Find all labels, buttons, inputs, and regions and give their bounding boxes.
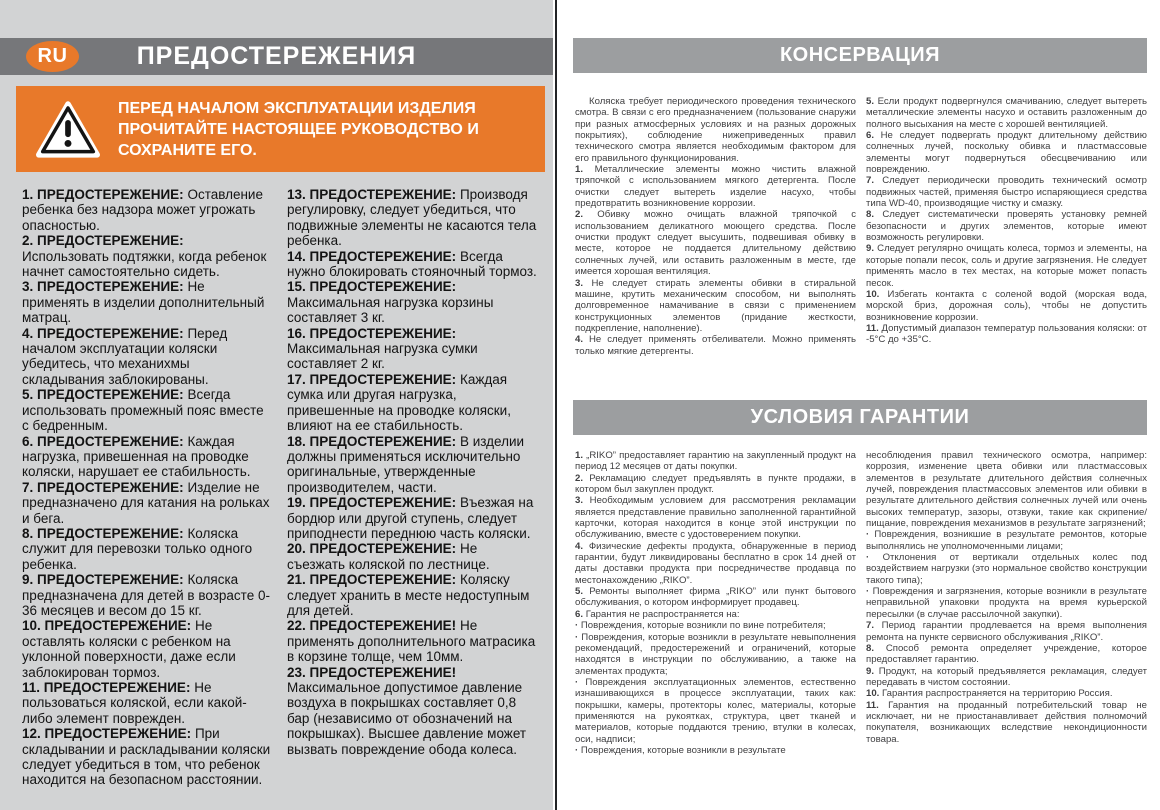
warranty-column-2 [866, 450, 1147, 804]
warning-item: 11. ПРЕДОСТЕРЕЖЕНИЕ: Не пользоваться коляской, если какой-либо элемент поврежден. [22, 680, 247, 726]
warning-item: 16. ПРЕДОСТЕРЕЖЕНИЕ: Максимальная нагрузка сумки составляет 2 кг. [287, 325, 478, 372]
warning-item: 21. ПРЕДОСТЕРЕЖЕНИЕ: Коляску следует хранить в месте недоступным для детей. [287, 572, 530, 618]
conservation-header-bar [573, 38, 1147, 73]
warning-item: 18. ПРЕДОСТЕРЕЖЕНИЕ: В изделии должны применяться исключительно оригинальные, утвержденные производителем, части. [287, 433, 525, 495]
warnings-column-1 [22, 187, 273, 803]
warranty-item: 8. Способ ремонта определяет учреждение, которое предоставляет гарантию. [866, 642, 1147, 666]
conservation-item: 8. Следует систематически проверять установку ремней безопасности и других элементов, которые имеют возможность регулировки. [866, 209, 1147, 244]
warning-item: 14. ПРЕДОСТЕРЕЖЕНИЕ: Всегда нужно блокировать стояночный тормоз. [287, 248, 537, 280]
warning-item: 7. ПРЕДОСТЕРЕЖЕНИЕ: Изделие не предназначено для катания на рольках и бега. [22, 479, 270, 526]
warranty-columns [575, 450, 1147, 804]
warranty-item: · Повреждения эксплуатационных элементов, естественно изнашивающихся в процессе эксплуатации, таких как: покрышки, камеры, протекторы колес, материалы, которые применяются на рукоятках, структура, цвет тканей и материалов, которые поддаются трению, втулки в колесах, оси, надписи; [575, 676, 856, 745]
warning-item: 19. ПРЕДОСТЕРЕЖЕНИЕ: Въезжая на бордюр или другой ступень, следует приподнести переднюю часть коляски. [287, 495, 534, 541]
warning-item: 8. ПРЕДОСТЕРЕЖЕНИЕ: Коляска служит для перевозки только одного ребенка. [22, 525, 253, 572]
warranty-item: 11. Гарантия на проданный потребительский товар не исключает, ни не приостанавливает действия полномочий покупателя, возникающих вследствие некондиционности товара. [866, 699, 1147, 745]
warning-item: 13. ПРЕДОСТЕРЕЖЕНИЕ: Производя регулировку, следует убедиться, что подвижные элементы не касаются тела ребенка. [287, 187, 537, 249]
warning-item: 15. ПРЕДОСТЕРЕЖЕНИЕ: Максимальная нагрузка корзины составляет 3 кг. [287, 279, 494, 326]
warranty-item: · Повреждения, которые возникли по вине потребителя; [575, 620, 826, 632]
warranty-title: УСЛОВИЯ ГАРАНТИИ [750, 406, 970, 428]
conservation-title: КОНСЕРВАЦИЯ [779, 44, 941, 66]
warranty-item: 3. Необходимым условием для рассмотрения рекламации является представление правильно заполненной гарантийной карточки, которая находится в конце этой инструкции по обслуживанию, вместе с удостоверением покупки. [575, 495, 856, 541]
notice-text: ПЕРЕД НАЧАЛОМ ЭКСПЛУАТАЦИИ ИЗДЕЛИЯ ПРОЧИТАЙТЕ НАСТОЯЩЕЕ РУКОВОДСТВО И СОХРАНИТЕ ЕГО. [118, 99, 479, 159]
warning-item: 4. ПРЕДОСТЕРЕЖЕНИЕ: Перед началом эксплуатации коляски убедитесь, что механихмы складывания заблокированы. [22, 325, 228, 387]
warning-item: 23. ПРЕДОСТЕРЕЖЕНИЕ! Максимальное допустимое давление воздуха в покрышках составляет 0,8 бар (независимо от обозначений на покрышках). Высшее давление может вызвать повреждение обода колеса. [287, 664, 527, 757]
warranty-item: 7. Период гарантии продлевается на время выполнения ремонта на пункте сервисного обслуживания „RIKO”. [866, 620, 1147, 643]
warning-item: 22. ПРЕДОСТЕРЕЖЕНИЕ! Не применять дополнительного матрасика в корзине толще, чем 10мм. [287, 618, 536, 665]
conservation-item: 4. Не следует применять отбеливатели. Можно применять только мягкие детергенты. [575, 334, 856, 357]
read-manual-notice [16, 86, 545, 172]
warranty-item: · Повреждения, возникшие в результате ремонтов, которые выполнялись не уполномоченными лицами; [866, 529, 1147, 552]
warranty-item: 6. Гарантия не распространяется на: [575, 608, 740, 620]
maintenance-page [557, 0, 1160, 810]
conservation-item: 2. Обивку можно очищать влажной тряпочкой с использованием деликатного моющего средства. После очистки продукт следует высушить, подвешивая обивку в месте, которое не поддается длительному действию солнечных лучей, или оставить разложенным в месте, где имеется хорошая вентиляция. [575, 209, 856, 278]
warranty-item: 5. Ремонты выполняет фирма „RIKO” или пункт бытового обслуживания, о котором информирует продавец. [575, 586, 856, 609]
warning-item: 1. ПРЕДОСТЕРЕЖЕНИЕ: Оставление ребенка без надзора может угрожать опасностью. [22, 187, 263, 233]
warranty-item: 2. Рекламацию следует предъявлять в пункте продажи, в котором был закуплен продукт. [575, 472, 856, 496]
warnings-column-2 [287, 187, 538, 803]
warranty-item: 9. Продукт, на который предъявляется рекламация, следует передавать в чистом состоянии. [866, 665, 1147, 688]
warning-item: 10. ПРЕДОСТЕРЕЖЕНИЕ: Не оставлять коляски с ребенком на уклонной поверхности, даже если заблокирован тормоз. [22, 618, 236, 680]
warnings-page [0, 0, 553, 810]
conservation-column-2 [866, 96, 1147, 392]
conservation-item: Коляска требует периодического проведения технического смотра. В связи с его предназначением (пользование снаружи при разных атмосферных условиях и на разных дорожных покрытиях), соблюдение нижеприведенных правил технического смотра является необходимым фактором для его правильного функционирования. [575, 96, 856, 164]
conservation-item: 3. Не следует стирать элементы обивки в стиральной машине, крутить механическим способом, ни выполнять долговременное намачивание в связи с применением конструкционных элементов (придание жесткости, подкрепление, наполнение). [575, 277, 857, 334]
conservation-item: 6. Не следует подвергать продукт длительному действию солнечных лучей, поскольку обивка и пластмассовые элементы могут подвернуться обесцвечиванию или повреждению. [866, 130, 1147, 176]
warranty-item: несоблюдения правил технического осмотра, например: коррозия, изменение цвета обивки или пластмассовых элементов в результате длительного действия солнечных лучей, повреждения пластмассовых элементов или обивки в результате длительного действия солнечных лучей или очень высоких температур, зазоры, отзвуки, такие как скрипение/ пищание, повреждения механизмов в результате загрязнений; [866, 450, 1147, 530]
warranty-item: · Повреждения, которые возникли в результате невыполнения рекомендаций, предостережений и ограничений, которые находятся в инструкции по обслуживанию, а также на элементах продукта; [575, 631, 856, 677]
conservation-item: 7. Следует периодически проводить технический осмотр подвижных частей, применяя быстро испаряющиеся средства типа WD-40, производящие чистку и смазку. [866, 175, 1147, 210]
warning-triangle-icon [36, 101, 100, 158]
warnings-title: ПРЕДОСТЕРЕЖЕНИЯ [136, 42, 417, 70]
warning-item: 12. ПРЕДОСТЕРЕЖЕНИЕ: При складывании и раскладывании коляски следует убедиться в том, что ребенок находится на безопасном расстоянии. [22, 726, 271, 788]
warning-item: 20. ПРЕДОСТЕРЕЖЕНИЕ: Не съезжать коляской по лестнице. [287, 541, 490, 572]
warning-item: 2. ПРЕДОСТЕРЕЖЕНИЕ: Использовать подтяжки, когда ребенок начнет самостоятельно сидеть. [22, 233, 267, 280]
conservation-columns [575, 96, 1147, 392]
warnings-columns [22, 187, 538, 803]
warning-item: 6. ПРЕДОСТЕРЕЖЕНИЕ: Каждая нагрузка, привешенная на проводке коляски, нарушает ее стабильность. [22, 433, 251, 480]
warranty-item: 4. Физические дефекты продукта, обнаруженные в период гарантии, будут ликвидированы бесплатно в срок 14 дней от даты доставки продукта при посредничестве продавца по местонахождению „RIKO”. [575, 540, 856, 586]
warranty-item: · Отклонения от вертикали отдельных колес под воздействием нагрузки (это нормальное свойство конструкции такого типа); [866, 552, 1147, 586]
warranty-item: 1. „RIKO” предоставляет гарантию на закупленный продукт на период 12 месяцев от даты покупки. [575, 450, 856, 473]
warranty-header-bar [573, 400, 1147, 435]
warning-item: 3. ПРЕДОСТЕРЕЖЕНИЕ: Не применять в изделии дополнительный матрац. [22, 279, 265, 326]
warranty-column-1 [575, 450, 856, 804]
conservation-item: 10. Избегать контакта с соленой водой (морская вода, морской бриз, дорожная соль), чтобы не допустить возникновение коррозии. [866, 288, 1147, 323]
language-badge: RU [26, 41, 79, 72]
conservation-item: 5. Если продукт подвергнулся смачиванию, следует вытереть металлические элементы насухо и оставить разложенным до полного высыхания на месте с хорошей вентиляцией. [866, 96, 1147, 130]
conservation-item: 9. Следует регулярно очищать колеса, тормоз и элементы, на которые попали песок, соль и другие загрязнения. Не следует применять масло в тех местах, на которые может попасть песок. [866, 243, 1147, 289]
conservation-column-1 [575, 96, 856, 392]
warranty-item: · Повреждения, которые возникли в результате [575, 744, 786, 756]
warranty-item: · Повреждения и загрязнения, которые возникли в результате неправильной упаковки продукта на время курьерской пересылки (в случае рассылочной закупки). [866, 586, 1147, 620]
conservation-item: 1. Металлические элементы можно чистить влажной тряпочкой с использованием мягкого детергента. После очистки следует вытереть изделие насухо, чтобы предотвратить возникновение коррозии. [575, 164, 856, 210]
warning-item: 17. ПРЕДОСТЕРЕЖЕНИЕ: Каждая сумка или другая нагрузка, привешенные на проводке коляски, влияют на ее стабильность. [287, 371, 511, 434]
warning-item: 9. ПРЕДОСТЕРЕЖЕНИЕ: Коляска предназначена для детей в возрасте 0-36 месяцев и весом до 15 кг. [22, 572, 270, 618]
warning-item: 5. ПРЕДОСТЕРЕЖЕНИЕ: Всегда использовать промежный пояс вместе с бедренным. [22, 387, 264, 434]
warnings-header-bar [0, 38, 553, 75]
conservation-item: 11. Допустимый диапазон температур пользования коляски: от -5°C до +35°C. [866, 322, 1147, 346]
warranty-item: 10. Гарантия распространяется на территорию Россия. [866, 688, 1113, 700]
